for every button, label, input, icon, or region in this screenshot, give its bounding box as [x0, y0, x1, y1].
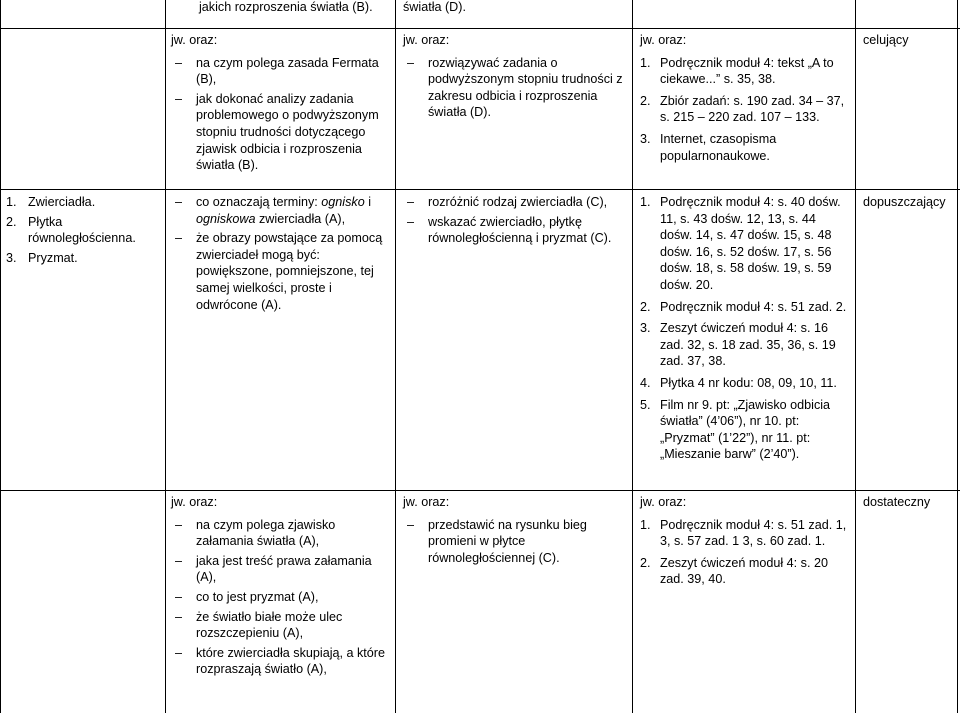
materials-list	[640, 55, 850, 165]
skills-list	[403, 194, 628, 247]
table-row-divider	[0, 490, 960, 491]
table-column-divider	[395, 0, 396, 713]
table-cell-knowledge	[171, 194, 389, 316]
list-item: – rozwiązywać zadania o podwyższonym stopniu trudności z zakresu odbicia i rozproszenia światła (D).	[407, 55, 623, 120]
list-item: 2. Płytka równoległościenna.	[6, 214, 136, 246]
list-item: 4. Płytka 4 nr kodu: 08, 09, 10, 11.	[640, 375, 837, 390]
list-item: – przedstawić na rysunku bieg promieni w płytce równoległościennej (C).	[407, 517, 587, 565]
table-cell-materials	[640, 32, 850, 169]
table-column-divider	[855, 0, 856, 713]
grade-label: dopuszczający	[863, 195, 946, 209]
grade-label: celujący	[863, 33, 909, 47]
table-cell-skills	[403, 194, 628, 250]
knowledge-list	[171, 517, 389, 678]
cell-heading: jw. oraz:	[640, 33, 687, 47]
table-cell-grade	[863, 194, 955, 211]
list-item: 1. Zwierciadła.	[6, 195, 96, 209]
materials-list	[640, 194, 850, 463]
list-item: – jaka jest treść prawa załamania (A),	[175, 553, 372, 585]
list-item: – że światło białe może ulec rozszczepieniu (A),	[175, 609, 343, 641]
table-column-divider	[165, 0, 166, 713]
list-item: 2. Podręcznik moduł 4: s. 51 zad. 2.	[640, 299, 847, 314]
table-cell-knowledge	[171, 494, 389, 681]
cell-heading: jw. oraz:	[171, 495, 218, 509]
cell-heading: jw. oraz:	[403, 495, 450, 509]
table-cell-skills	[403, 32, 628, 124]
cell-heading: jw. oraz:	[403, 33, 450, 47]
knowledge-list	[171, 55, 389, 174]
list-item: – co oznaczają terminy: ognisko i ogniskowa zwierciadła (A),	[175, 195, 372, 226]
list-item: – rozróżnić rodzaj zwierciadła (C),	[407, 195, 608, 209]
list-item: 1. Podręcznik moduł 4: tekst „A to ciekawe...” s. 35, 38.	[640, 55, 834, 87]
list-item: 3. Zeszyt ćwiczeń moduł 4: s. 16 zad. 32, s. 18 zad. 35, 36, s. 19 zad. 37, 38.	[640, 321, 836, 369]
list-item: 3. Internet, czasopisma popularnonaukowe.	[640, 131, 777, 163]
list-item: – wskazać zwierciadło, płytkę równoległościenną i pryzmat (C).	[407, 214, 612, 246]
table-row-divider	[0, 189, 960, 190]
table-border-right	[957, 0, 958, 713]
table-cell-skills	[403, 494, 628, 569]
list-item: 1. Podręcznik moduł 4: s. 51 zad. 1, 3, s. 57 zad. 1 3, s. 60 zad. 1.	[640, 517, 847, 549]
topic-list	[6, 194, 161, 266]
cell-text: światła (D).	[403, 0, 466, 14]
knowledge-list	[171, 194, 389, 313]
grade-label: dostateczny	[863, 495, 931, 509]
list-item: – które zwierciadła skupiają, a które rozpraszają światło (A),	[175, 645, 385, 677]
table-cell-materials	[640, 494, 850, 593]
list-item: – jak dokonać analizy zadania problemowego o podwyższonym stopniu trudności dotyczącego zjawisk odbicia i rozproszenia światła (B).	[175, 91, 379, 173]
list-item: 1. Podręcznik moduł 4: s. 40 dośw. 11, s. 43 dośw. 12, 13, s. 44 dośw. 14, s. 47 dośw. 15, s. 48 dośw. 16, s. 52 dośw. 17, s. 56 dośw. 18, s. 58 dośw. 19, s. 59 dośw. 20.	[640, 195, 841, 292]
table-cell-topic	[6, 194, 161, 269]
table-cell-skills-continued	[403, 0, 625, 16]
cell-heading: jw. oraz:	[171, 33, 218, 47]
list-item: 2. Zbiór zadań: s. 190 zad. 34 – 37, s. 215 – 220 zad. 107 – 133.	[640, 93, 845, 125]
table-cell-materials	[640, 194, 850, 468]
table-border-left	[0, 0, 1, 713]
table-row-divider	[0, 28, 960, 29]
cell-heading: jw. oraz:	[640, 495, 687, 509]
table-cell-knowledge-continued	[199, 0, 389, 16]
cell-text: jakich rozproszenia światła (B).	[199, 0, 373, 14]
table-cell-grade	[863, 494, 955, 511]
materials-list	[640, 517, 850, 588]
skills-list	[403, 55, 628, 121]
table-column-divider	[632, 0, 633, 713]
list-item: 3. Pryzmat.	[6, 250, 78, 265]
table-cell-grade	[863, 32, 955, 49]
list-item: – że obrazy powstające za pomocą zwierciadeł mogą być: powiększone, pomniejszone, tej samej wielkości, proste i odwrócone (A).	[175, 231, 383, 312]
table-cell-knowledge	[171, 32, 389, 177]
list-item: 5. Film nr 9. pt: „Zjawisko odbicia światła” (4’06”), nr 10. pt: „Pryzmat” (1’22”), nr 11. pt: „Mieszanie barw” (2’40”).	[640, 397, 831, 462]
list-item: – na czym polega zasada Fermata (B),	[175, 55, 379, 87]
list-item: – co to jest pryzmat (A),	[175, 589, 319, 604]
list-item: 2. Zeszyt ćwiczeń moduł 4: s. 20 zad. 39, 40.	[640, 555, 828, 587]
list-item: – na czym polega zjawisko załamania światła (A),	[175, 517, 336, 549]
skills-list	[403, 517, 628, 567]
